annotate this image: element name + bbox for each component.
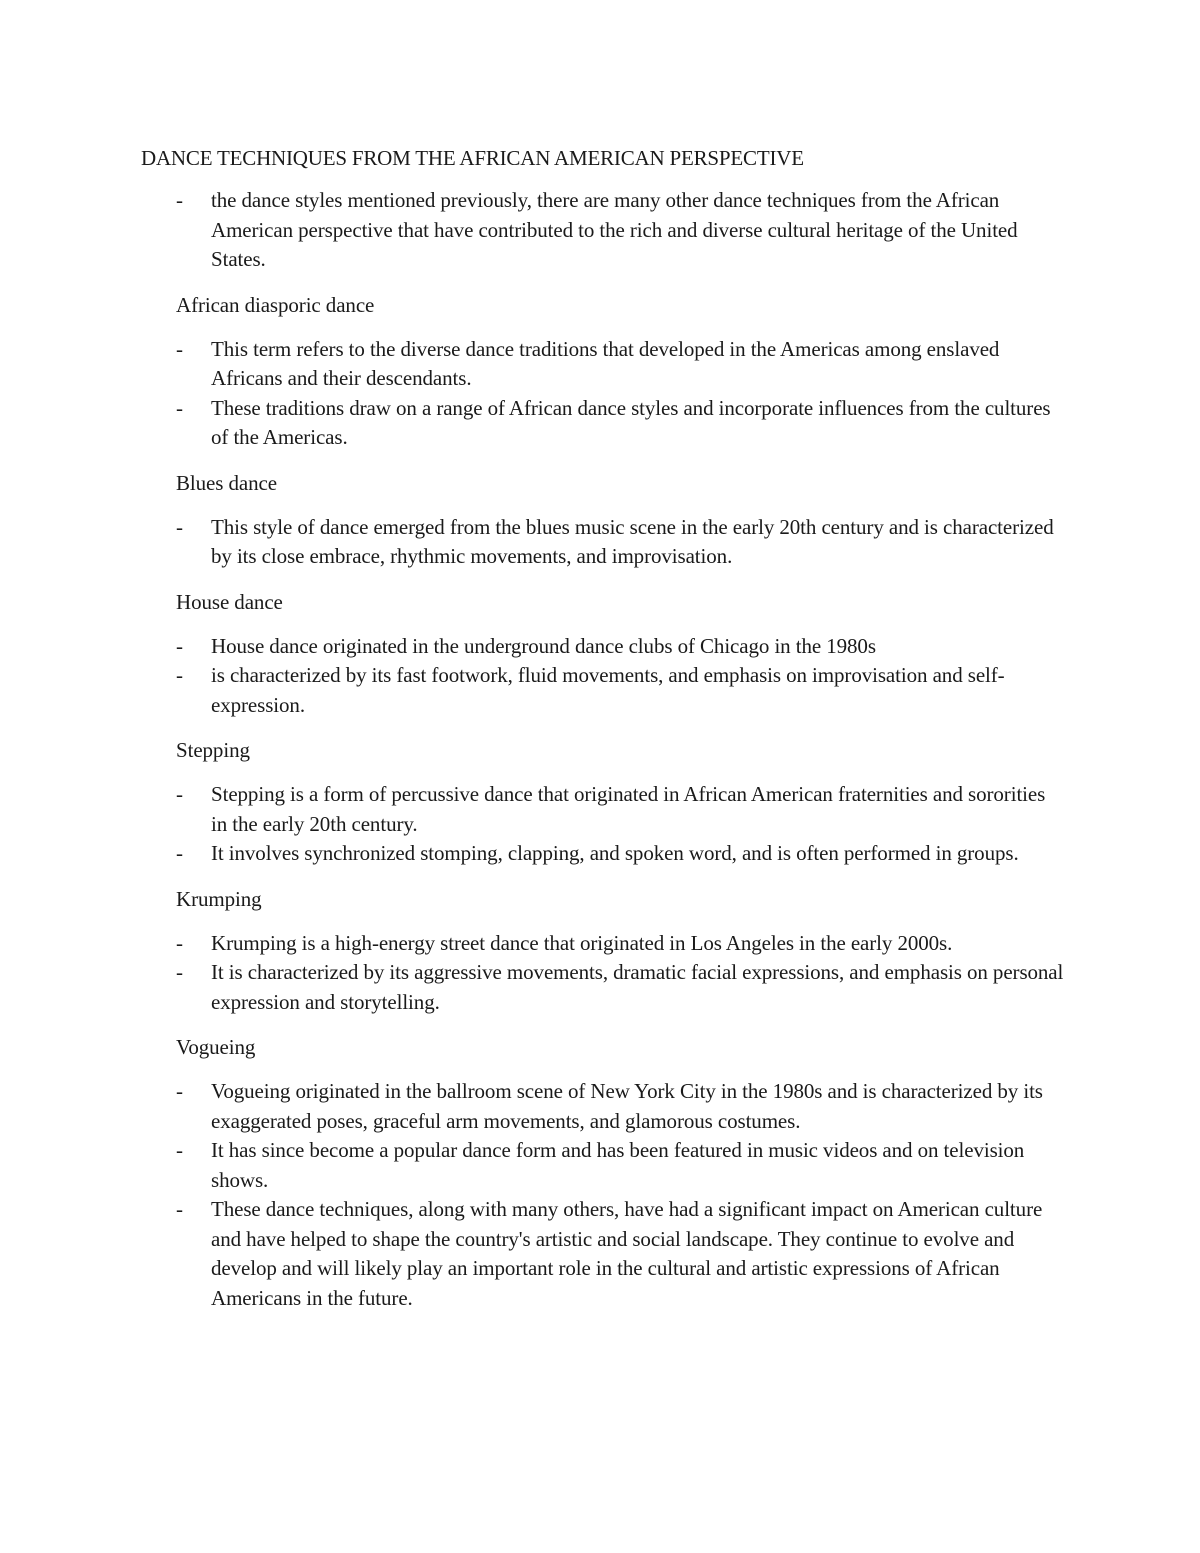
bullet-list bbox=[176, 780, 1066, 869]
list-item bbox=[176, 839, 1066, 869]
list-item bbox=[176, 186, 1066, 275]
document-body bbox=[176, 186, 1066, 1313]
list-item bbox=[176, 958, 1066, 1017]
list-item-text: the dance styles mentioned previously, there are many other dance techniques from the African American perspective that have contributed to the rich and diverse cultural heritage of the United States. bbox=[211, 188, 1018, 271]
list-item bbox=[176, 1077, 1066, 1136]
list-item-text: These traditions draw on a range of African dance styles and incorporate influences from the cultures of the Americas. bbox=[211, 395, 1051, 449]
section-heading: Krumping bbox=[176, 886, 262, 911]
bullet-dash: - bbox=[176, 782, 183, 806]
intro-bullet-list bbox=[176, 186, 1066, 275]
list-item-text: It has since become a popular dance form and has been featured in music videos and on television shows. bbox=[211, 1138, 1025, 1192]
section-heading: House dance bbox=[176, 589, 283, 614]
bullet-list bbox=[176, 513, 1066, 572]
bullet-dash: - bbox=[176, 663, 183, 687]
section-african-diasporic-dance bbox=[176, 290, 1066, 453]
bullet-list bbox=[176, 1077, 1066, 1313]
bullet-dash: - bbox=[176, 514, 183, 539]
list-item bbox=[176, 929, 1066, 959]
section-stepping bbox=[176, 735, 1066, 869]
bullet-list bbox=[176, 632, 1066, 721]
list-item bbox=[176, 780, 1066, 839]
list-item bbox=[176, 394, 1066, 453]
bullet-list bbox=[176, 929, 1066, 1018]
list-item bbox=[176, 632, 1066, 662]
section-vogueing bbox=[176, 1032, 1066, 1313]
list-item-text: House dance originated in the underground dance clubs of Chicago in the 1980s bbox=[211, 633, 876, 658]
bullet-dash: - bbox=[176, 336, 183, 361]
section-krumping bbox=[176, 884, 1066, 1018]
list-item-text: Krumping is a high-energy street dance that originated in Los Angeles in the early 2000s. bbox=[211, 930, 953, 955]
section-heading: Stepping bbox=[176, 738, 250, 762]
bullet-dash: - bbox=[176, 960, 183, 984]
list-item-text: It involves synchronized stomping, clapping, and spoken word, and is often performed in groups. bbox=[211, 841, 1019, 865]
list-item-text: This style of dance emerged from the blues music scene in the early 20th century and is characterized by its close embrace, rhythmic movements, and improvisation. bbox=[211, 514, 1054, 568]
bullet-dash: - bbox=[176, 1138, 183, 1162]
list-item-text: It is characterized by its aggressive movements, dramatic facial expressions, and emphasis on personal expression and storytelling. bbox=[211, 960, 1064, 1014]
list-item bbox=[176, 1195, 1066, 1313]
section-heading: African diasporic dance bbox=[176, 292, 375, 317]
bullet-dash: - bbox=[176, 1079, 183, 1103]
bullet-dash: - bbox=[176, 188, 183, 212]
list-item bbox=[176, 513, 1066, 572]
section-heading: Vogueing bbox=[176, 1035, 256, 1059]
list-item-text: Vogueing originated in the ballroom scene of New York City in the 1980s and is characterized by its exaggerated poses, graceful arm movements, and glamorous costumes. bbox=[211, 1079, 1043, 1133]
list-item-text: This term refers to the diverse dance traditions that developed in the Americas among enslaved Africans and their descendants. bbox=[211, 336, 1000, 390]
document-title: DANCE TECHNIQUES FROM THE AFRICAN AMERICAN PERSPECTIVE bbox=[141, 146, 804, 170]
bullet-dash: - bbox=[176, 930, 183, 955]
list-item bbox=[176, 661, 1066, 720]
section-heading: Blues dance bbox=[176, 470, 277, 495]
bullet-dash: - bbox=[176, 841, 183, 865]
list-item-text: is characterized by its fast footwork, fluid movements, and emphasis on improvisation and self-expression. bbox=[211, 663, 1005, 717]
section-blues-dance bbox=[176, 468, 1066, 572]
section-house-dance bbox=[176, 587, 1066, 721]
bullet-dash: - bbox=[176, 1197, 183, 1221]
list-item bbox=[176, 1136, 1066, 1195]
bullet-dash: - bbox=[176, 395, 183, 420]
list-item-text: Stepping is a form of percussive dance that originated in African American fraternities and sororities in the early 20th century. bbox=[211, 782, 1046, 836]
bullet-list bbox=[176, 335, 1066, 453]
list-item bbox=[176, 335, 1066, 394]
bullet-dash: - bbox=[176, 633, 183, 658]
list-item-text: These dance techniques, along with many others, have had a significant impact on American culture and have helped to shape the country's artistic and social landscape. They continue to evolve and develop and will likely play an important role in the cultural and artistic expressions of African Americans in the future. bbox=[211, 1197, 1043, 1310]
